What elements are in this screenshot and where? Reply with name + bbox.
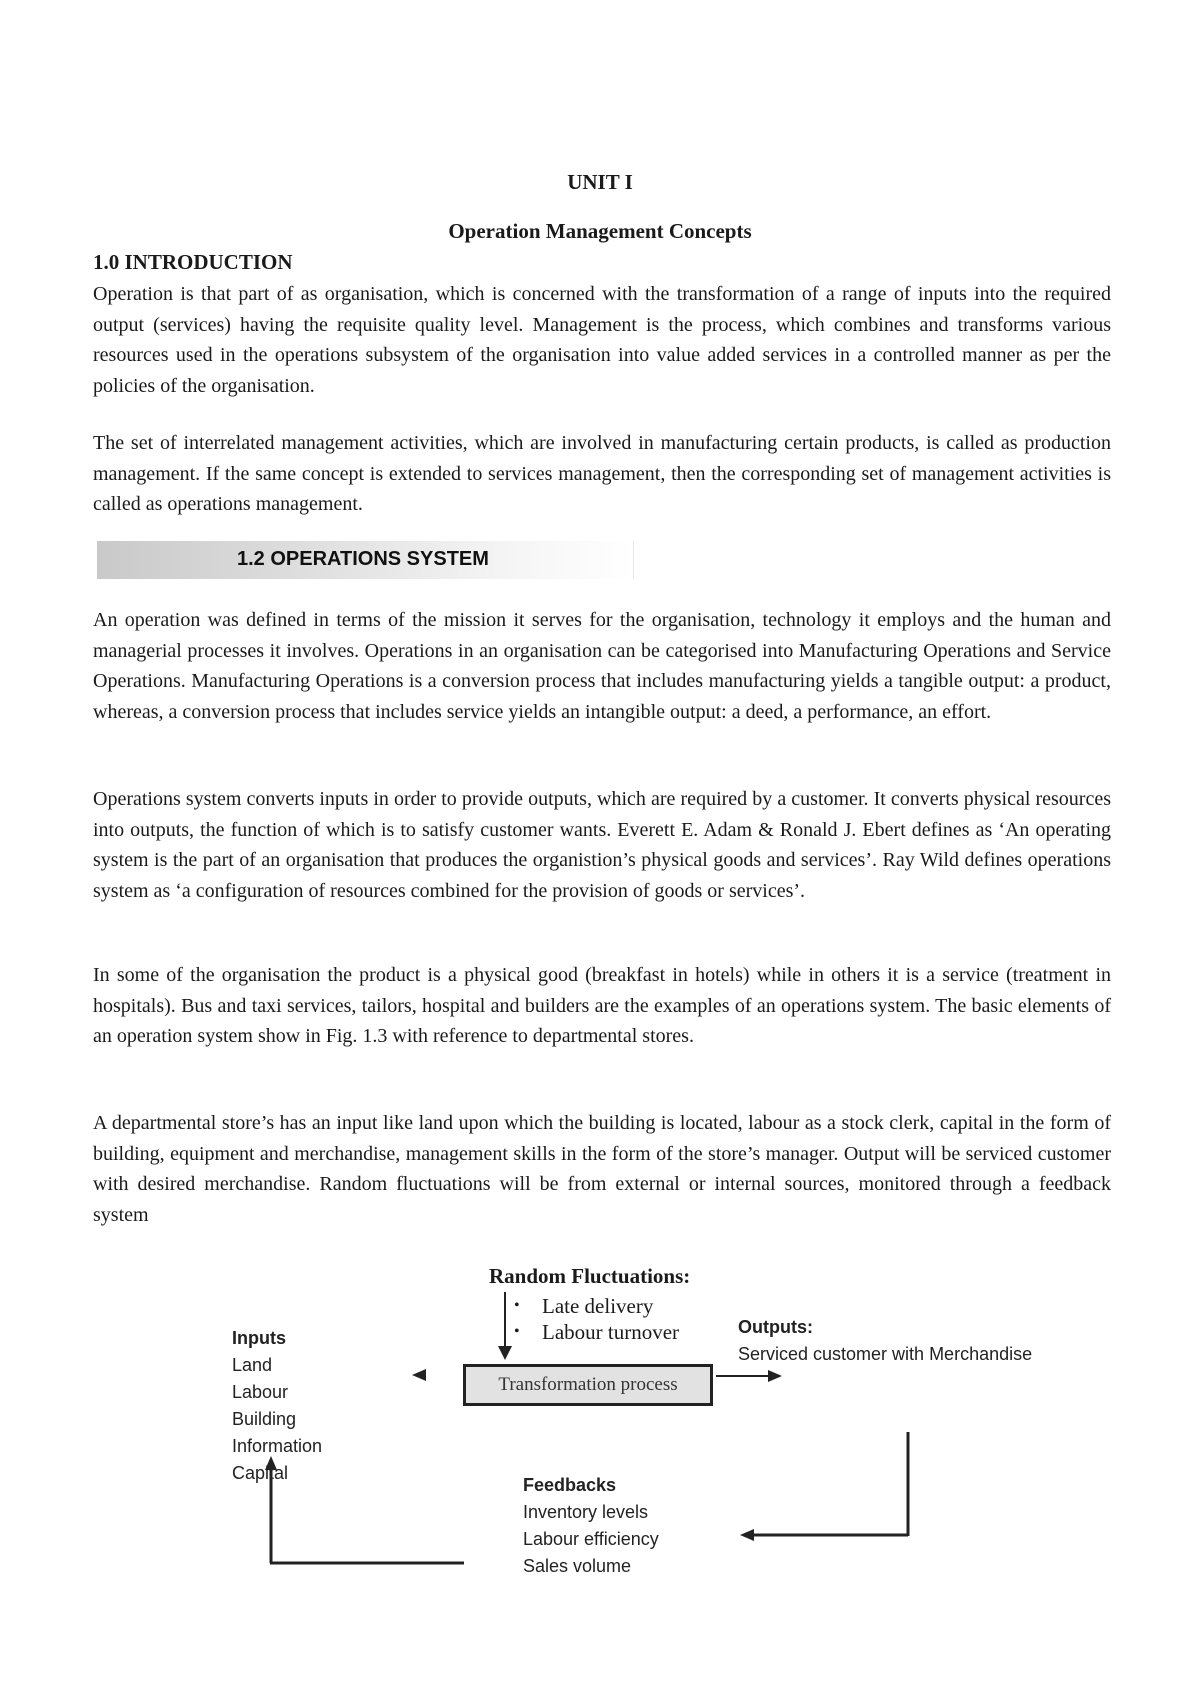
unit-title: UNIT I bbox=[567, 170, 633, 194]
section-heading: 1.2 OPERATIONS SYSTEM bbox=[237, 548, 489, 570]
random-fluctuations-list bbox=[542, 1293, 679, 1345]
input-item: Labour bbox=[232, 1382, 289, 1402]
intro-heading: 1.0 INTRODUCTION bbox=[93, 250, 293, 274]
paragraph-intro: Operation is that part of as organisation, which is concerned with the transformation of a range of inputs into the required output (services) having the requisite quality level. Management is the process, which combines and transforms various resources used in the operations subsystem of the organisation into value added services in a controlled manner as per the policies of the organisation. bbox=[93, 283, 1111, 397]
random-item: • Late delivery bbox=[542, 1293, 679, 1319]
paragraph-operations-system: Operations system converts inputs in order to provide outputs, which are required by a customer. It converts physical resources into outputs, the function of which is to satisfy customer wants. Everett E. Adam & Ronald J. Ebert defines as ‘An operating system is the part of an organisation that produces the organistion’s physical goods and services’. Ray Wild defines operations system as ‘a configuration of resources combined for the provision of goods or services’. bbox=[93, 788, 1111, 902]
paragraph-operation-defined: An operation was defined in terms of the mission it serves for the organisation, technology it employs and the human and managerial processes it involves. Operations in an organisation can be categorised into Manufacturing Operations and Service Operations. Manufacturing Operations is a conversion process that includes manufacturing yields a tangible output: a product, whereas, a conversion process that includes service yields an intangible output: a deed, a performance, an effort. bbox=[93, 609, 1111, 723]
input-item: Land bbox=[232, 1355, 273, 1375]
transformation-process-box: Transformation process bbox=[463, 1364, 713, 1406]
feedback-left-arrowhead bbox=[740, 1529, 754, 1541]
outputs-block bbox=[738, 1314, 1032, 1368]
feedbacks-title: Feedbacks bbox=[523, 1475, 617, 1495]
outputs-right-arrowhead bbox=[768, 1370, 782, 1382]
inputs-title: Inputs bbox=[232, 1328, 286, 1348]
unit-subtitle: Operation Management Concepts bbox=[448, 219, 752, 243]
paragraph-production: The set of interrelated management activities, which are involved in manufacturing certain products, is called as production management. If the same concept is extended to services management, then the corresponding set of management activities is called as operations management. bbox=[93, 432, 1111, 515]
input-item: Information bbox=[232, 1436, 323, 1456]
feedback-item: Labour efficiency bbox=[523, 1529, 659, 1549]
inputs-block bbox=[232, 1325, 322, 1487]
feedback-item: Inventory levels bbox=[523, 1502, 649, 1522]
feedback-item: Sales volume bbox=[523, 1556, 632, 1576]
feedbacks-block bbox=[523, 1472, 659, 1580]
random-item: • Labour turnover bbox=[542, 1319, 679, 1345]
input-item: Capital bbox=[232, 1463, 289, 1483]
random-down-arrowhead bbox=[498, 1346, 512, 1360]
paragraph-departmental-store: A departmental store’s has an input like land upon which the building is located, labour as a stock clerk, capital in the form of building, equipment and merchandise, management skills in the form of the store’s manager. Output will be serviced customer with desired merchandise. Random fluctuations will be from external or internal sources, monitored through a feedback system bbox=[93, 1112, 1111, 1226]
inputs-left-arrowhead bbox=[412, 1369, 426, 1381]
outputs-title: Outputs: bbox=[738, 1317, 813, 1337]
paragraph-examples: In some of the organisation the product is a physical good (breakfast in hotels) while in others it is a service (treatment in hospitals). Bus and taxi services, tailors, hospital and builders are the examples of an operations system. The basic elements of an operation system show in Fig. 1.3 with reference to departmental stores. bbox=[93, 964, 1111, 1047]
outputs-text: Serviced customer with Merchandise bbox=[738, 1344, 1033, 1364]
random-fluctuations-title: Random Fluctuations: bbox=[489, 1264, 691, 1288]
input-item: Building bbox=[232, 1409, 297, 1429]
